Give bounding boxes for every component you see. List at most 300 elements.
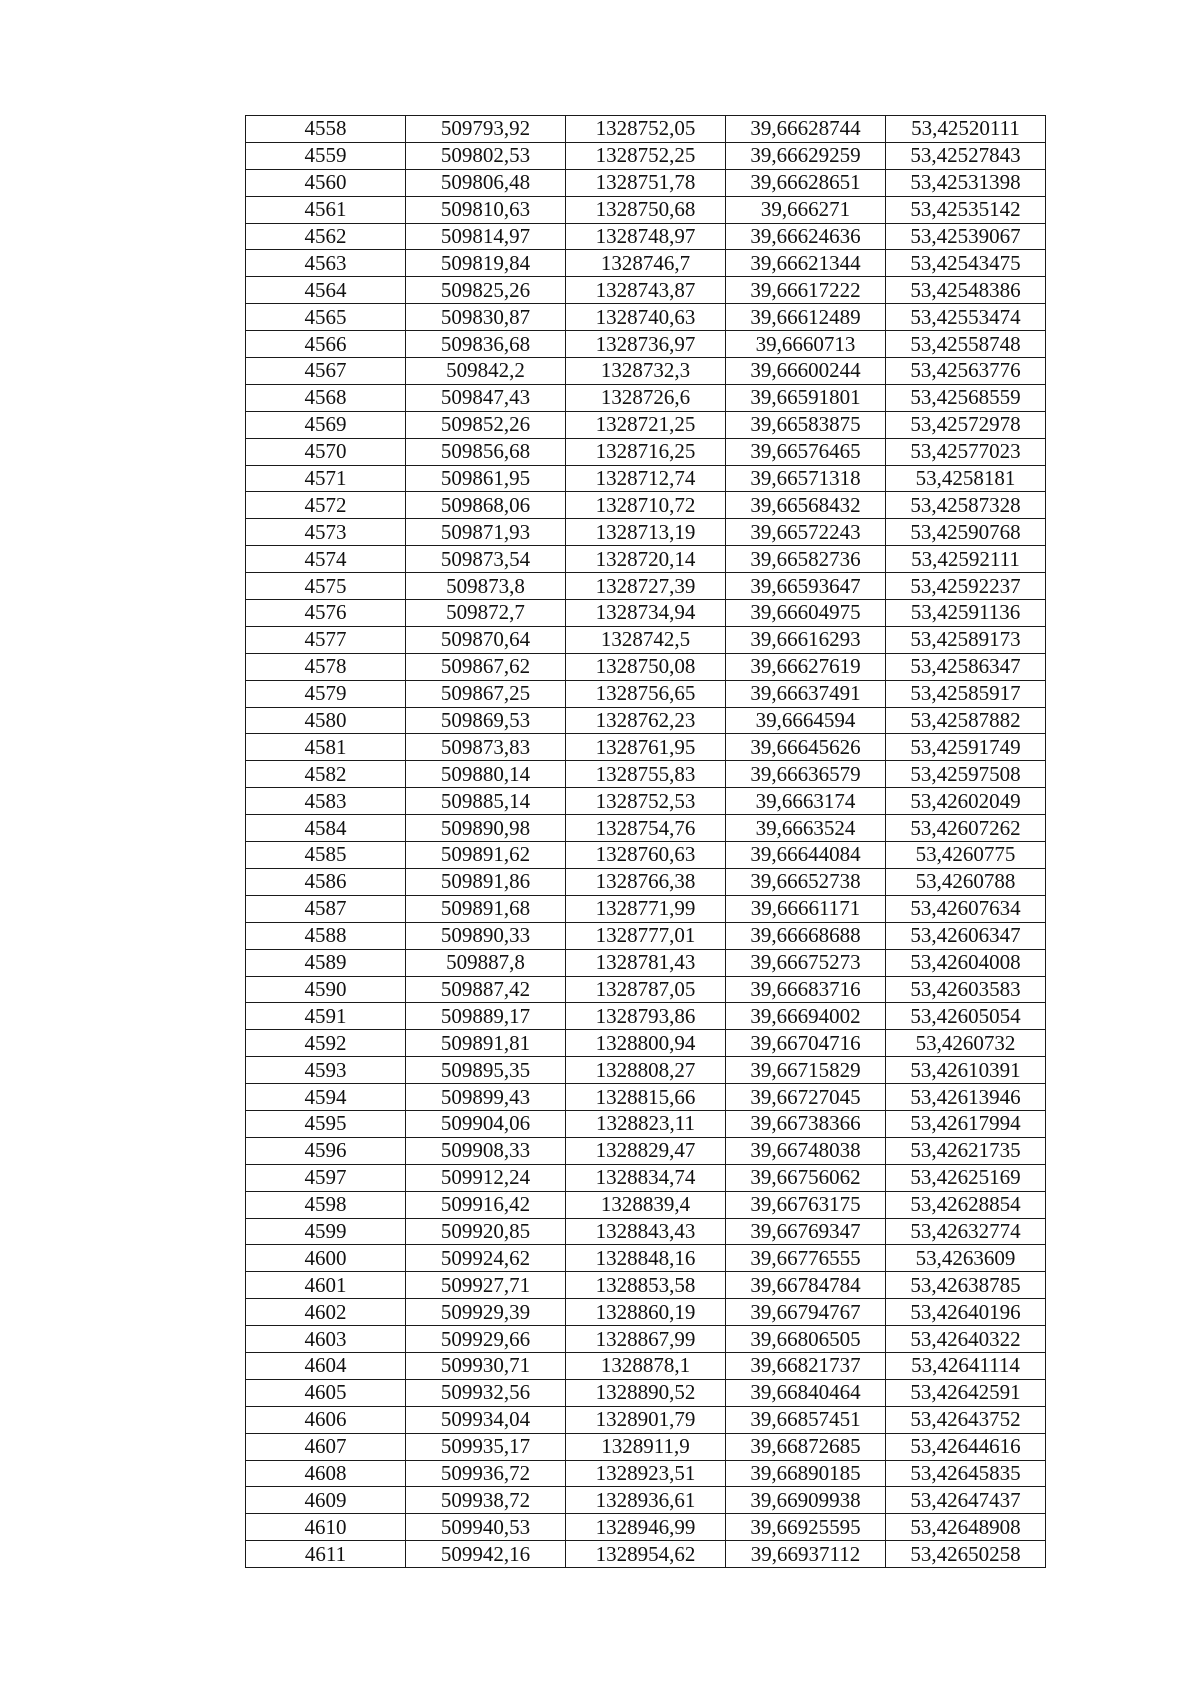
y-coordinate-cell: 1328781,43	[566, 949, 726, 976]
x-coordinate-cell: 509869,53	[406, 707, 566, 734]
y-coordinate-cell: 1328710,72	[566, 492, 726, 519]
x-coordinate-cell: 509810,63	[406, 196, 566, 223]
longitude-cell: 39,66568432	[726, 492, 886, 519]
table-row	[246, 304, 1046, 331]
longitude-cell: 39,66645626	[726, 734, 886, 761]
y-coordinate-cell: 1328787,05	[566, 976, 726, 1003]
point-number-cell: 4558	[246, 116, 406, 143]
table-row	[246, 1030, 1046, 1057]
y-coordinate-cell: 1328878,1	[566, 1352, 726, 1379]
longitude-cell: 39,66806505	[726, 1326, 886, 1353]
longitude-cell: 39,66675273	[726, 949, 886, 976]
longitude-cell: 39,666271	[726, 196, 886, 223]
x-coordinate-cell: 509867,62	[406, 653, 566, 680]
point-number-cell: 4564	[246, 277, 406, 304]
y-coordinate-cell: 1328740,63	[566, 304, 726, 331]
point-number-cell: 4600	[246, 1245, 406, 1272]
latitude-cell: 53,42628854	[886, 1191, 1046, 1218]
longitude-cell: 39,66763175	[726, 1191, 886, 1218]
x-coordinate-cell: 509830,87	[406, 304, 566, 331]
y-coordinate-cell: 1328716,25	[566, 438, 726, 465]
point-number-cell: 4571	[246, 465, 406, 492]
longitude-cell: 39,66776555	[726, 1245, 886, 1272]
latitude-cell: 53,4260775	[886, 842, 1046, 869]
point-number-cell: 4576	[246, 600, 406, 627]
latitude-cell: 53,42592237	[886, 573, 1046, 600]
y-coordinate-cell: 1328727,39	[566, 573, 726, 600]
latitude-cell: 53,42589173	[886, 626, 1046, 653]
table-row	[246, 1433, 1046, 1460]
latitude-cell: 53,42621735	[886, 1137, 1046, 1164]
y-coordinate-cell: 1328752,53	[566, 788, 726, 815]
point-number-cell: 4601	[246, 1272, 406, 1299]
x-coordinate-cell: 509938,72	[406, 1487, 566, 1514]
y-coordinate-cell: 1328746,7	[566, 250, 726, 277]
point-number-cell: 4582	[246, 761, 406, 788]
point-number-cell: 4592	[246, 1030, 406, 1057]
y-coordinate-cell: 1328848,16	[566, 1245, 726, 1272]
x-coordinate-cell: 509852,26	[406, 411, 566, 438]
latitude-cell: 53,42632774	[886, 1218, 1046, 1245]
x-coordinate-cell: 509861,95	[406, 465, 566, 492]
point-number-cell: 4574	[246, 546, 406, 573]
point-number-cell: 4568	[246, 384, 406, 411]
y-coordinate-cell: 1328732,3	[566, 358, 726, 385]
table-row	[246, 1110, 1046, 1137]
longitude-cell: 39,66591801	[726, 384, 886, 411]
latitude-cell: 53,42607634	[886, 895, 1046, 922]
y-coordinate-cell: 1328771,99	[566, 895, 726, 922]
y-coordinate-cell: 1328756,65	[566, 680, 726, 707]
x-coordinate-cell: 509916,42	[406, 1191, 566, 1218]
point-number-cell: 4611	[246, 1541, 406, 1568]
x-coordinate-cell: 509890,98	[406, 815, 566, 842]
table-row	[246, 600, 1046, 627]
latitude-cell: 53,4260732	[886, 1030, 1046, 1057]
table-row	[246, 653, 1046, 680]
latitude-cell: 53,42563776	[886, 358, 1046, 385]
y-coordinate-cell: 1328734,94	[566, 600, 726, 627]
longitude-cell: 39,66738366	[726, 1110, 886, 1137]
point-number-cell: 4563	[246, 250, 406, 277]
point-number-cell: 4590	[246, 976, 406, 1003]
y-coordinate-cell: 1328843,43	[566, 1218, 726, 1245]
point-number-cell: 4605	[246, 1379, 406, 1406]
y-coordinate-cell: 1328761,95	[566, 734, 726, 761]
longitude-cell: 39,66715829	[726, 1057, 886, 1084]
x-coordinate-cell: 509806,48	[406, 169, 566, 196]
x-coordinate-cell: 509890,33	[406, 922, 566, 949]
longitude-cell: 39,66727045	[726, 1084, 886, 1111]
x-coordinate-cell: 509891,62	[406, 842, 566, 869]
y-coordinate-cell: 1328752,05	[566, 116, 726, 143]
y-coordinate-cell: 1328762,23	[566, 707, 726, 734]
x-coordinate-cell: 509873,83	[406, 734, 566, 761]
x-coordinate-cell: 509814,97	[406, 223, 566, 250]
x-coordinate-cell: 509873,54	[406, 546, 566, 573]
point-number-cell: 4595	[246, 1110, 406, 1137]
longitude-cell: 39,66624636	[726, 223, 886, 250]
longitude-cell: 39,66890185	[726, 1460, 886, 1487]
y-coordinate-cell: 1328751,78	[566, 169, 726, 196]
latitude-cell: 53,42520111	[886, 116, 1046, 143]
table-row	[246, 277, 1046, 304]
point-number-cell: 4561	[246, 196, 406, 223]
latitude-cell: 53,42592111	[886, 546, 1046, 573]
latitude-cell: 53,42587882	[886, 707, 1046, 734]
longitude-cell: 39,6663174	[726, 788, 886, 815]
point-number-cell: 4585	[246, 842, 406, 869]
x-coordinate-cell: 509930,71	[406, 1352, 566, 1379]
latitude-cell: 53,42586347	[886, 653, 1046, 680]
latitude-cell: 53,42617994	[886, 1110, 1046, 1137]
latitude-cell: 53,42643752	[886, 1406, 1046, 1433]
latitude-cell: 53,42642591	[886, 1379, 1046, 1406]
point-number-cell: 4560	[246, 169, 406, 196]
y-coordinate-cell: 1328853,58	[566, 1272, 726, 1299]
point-number-cell: 4569	[246, 411, 406, 438]
point-number-cell: 4591	[246, 1003, 406, 1030]
table-row	[246, 1245, 1046, 1272]
y-coordinate-cell: 1328901,79	[566, 1406, 726, 1433]
longitude-cell: 39,66937112	[726, 1541, 886, 1568]
latitude-cell: 53,42572978	[886, 411, 1046, 438]
point-number-cell: 4604	[246, 1352, 406, 1379]
longitude-cell: 39,66627619	[726, 653, 886, 680]
x-coordinate-cell: 509842,2	[406, 358, 566, 385]
table-row	[246, 1191, 1046, 1218]
table-row	[246, 842, 1046, 869]
table-row	[246, 1460, 1046, 1487]
table-row	[246, 1272, 1046, 1299]
table-row	[246, 1057, 1046, 1084]
point-number-cell: 4565	[246, 304, 406, 331]
x-coordinate-cell: 509940,53	[406, 1514, 566, 1541]
point-number-cell: 4572	[246, 492, 406, 519]
table-row	[246, 142, 1046, 169]
y-coordinate-cell: 1328793,86	[566, 1003, 726, 1030]
latitude-cell: 53,42648908	[886, 1514, 1046, 1541]
longitude-cell: 39,66571318	[726, 465, 886, 492]
table-row	[246, 680, 1046, 707]
table-row	[246, 1326, 1046, 1353]
table-row	[246, 169, 1046, 196]
x-coordinate-cell: 509929,39	[406, 1299, 566, 1326]
y-coordinate-cell: 1328777,01	[566, 922, 726, 949]
x-coordinate-cell: 509891,86	[406, 868, 566, 895]
longitude-cell: 39,66617222	[726, 277, 886, 304]
x-coordinate-cell: 509895,35	[406, 1057, 566, 1084]
x-coordinate-cell: 509899,43	[406, 1084, 566, 1111]
point-number-cell: 4606	[246, 1406, 406, 1433]
x-coordinate-cell: 509934,04	[406, 1406, 566, 1433]
point-number-cell: 4607	[246, 1433, 406, 1460]
longitude-cell: 39,66644084	[726, 842, 886, 869]
latitude-cell: 53,42645835	[886, 1460, 1046, 1487]
table-row	[246, 519, 1046, 546]
latitude-cell: 53,42585917	[886, 680, 1046, 707]
x-coordinate-cell: 509935,17	[406, 1433, 566, 1460]
table-row	[246, 788, 1046, 815]
longitude-cell: 39,66652738	[726, 868, 886, 895]
table-row	[246, 922, 1046, 949]
longitude-cell: 39,66756062	[726, 1164, 886, 1191]
x-coordinate-cell: 509873,8	[406, 573, 566, 600]
x-coordinate-cell: 509880,14	[406, 761, 566, 788]
longitude-cell: 39,66576465	[726, 438, 886, 465]
table-row	[246, 626, 1046, 653]
y-coordinate-cell: 1328808,27	[566, 1057, 726, 1084]
point-number-cell: 4562	[246, 223, 406, 250]
y-coordinate-cell: 1328829,47	[566, 1137, 726, 1164]
longitude-cell: 39,66840464	[726, 1379, 886, 1406]
point-number-cell: 4580	[246, 707, 406, 734]
table-row	[246, 573, 1046, 600]
point-number-cell: 4559	[246, 142, 406, 169]
coordinates-table-body	[246, 116, 1046, 1568]
latitude-cell: 53,42597508	[886, 761, 1046, 788]
y-coordinate-cell: 1328736,97	[566, 331, 726, 358]
table-row	[246, 465, 1046, 492]
x-coordinate-cell: 509885,14	[406, 788, 566, 815]
latitude-cell: 53,42531398	[886, 169, 1046, 196]
longitude-cell: 39,66694002	[726, 1003, 886, 1030]
latitude-cell: 53,42613946	[886, 1084, 1046, 1111]
latitude-cell: 53,4263609	[886, 1245, 1046, 1272]
point-number-cell: 4598	[246, 1191, 406, 1218]
table-row	[246, 761, 1046, 788]
x-coordinate-cell: 509871,93	[406, 519, 566, 546]
longitude-cell: 39,66572243	[726, 519, 886, 546]
x-coordinate-cell: 509924,62	[406, 1245, 566, 1272]
y-coordinate-cell: 1328860,19	[566, 1299, 726, 1326]
table-row	[246, 116, 1046, 143]
point-number-cell: 4588	[246, 922, 406, 949]
y-coordinate-cell: 1328754,76	[566, 815, 726, 842]
x-coordinate-cell: 509904,06	[406, 1110, 566, 1137]
table-row	[246, 1379, 1046, 1406]
x-coordinate-cell: 509942,16	[406, 1541, 566, 1568]
latitude-cell: 53,42638785	[886, 1272, 1046, 1299]
point-number-cell: 4566	[246, 331, 406, 358]
point-number-cell: 4581	[246, 734, 406, 761]
table-row	[246, 1137, 1046, 1164]
x-coordinate-cell: 509891,68	[406, 895, 566, 922]
latitude-cell: 53,42548386	[886, 277, 1046, 304]
latitude-cell: 53,42640322	[886, 1326, 1046, 1353]
point-number-cell: 4579	[246, 680, 406, 707]
longitude-cell: 39,6660713	[726, 331, 886, 358]
table-row	[246, 1299, 1046, 1326]
point-number-cell: 4589	[246, 949, 406, 976]
longitude-cell: 39,66593647	[726, 573, 886, 600]
latitude-cell: 53,42591136	[886, 600, 1046, 627]
table-row	[246, 976, 1046, 1003]
table-row	[246, 734, 1046, 761]
longitude-cell: 39,66794767	[726, 1299, 886, 1326]
longitude-cell: 39,66637491	[726, 680, 886, 707]
point-number-cell: 4567	[246, 358, 406, 385]
latitude-cell: 53,42553474	[886, 304, 1046, 331]
table-row	[246, 196, 1046, 223]
x-coordinate-cell: 509929,66	[406, 1326, 566, 1353]
x-coordinate-cell: 509932,56	[406, 1379, 566, 1406]
latitude-cell: 53,42605054	[886, 1003, 1046, 1030]
y-coordinate-cell: 1328766,38	[566, 868, 726, 895]
x-coordinate-cell: 509887,8	[406, 949, 566, 976]
table-row	[246, 1541, 1046, 1568]
table-row	[246, 223, 1046, 250]
y-coordinate-cell: 1328867,99	[566, 1326, 726, 1353]
point-number-cell: 4597	[246, 1164, 406, 1191]
longitude-cell: 39,66661171	[726, 895, 886, 922]
y-coordinate-cell: 1328954,62	[566, 1541, 726, 1568]
x-coordinate-cell: 509867,25	[406, 680, 566, 707]
latitude-cell: 53,4260788	[886, 868, 1046, 895]
x-coordinate-cell: 509889,17	[406, 1003, 566, 1030]
latitude-cell: 53,42591749	[886, 734, 1046, 761]
table-row	[246, 411, 1046, 438]
y-coordinate-cell: 1328834,74	[566, 1164, 726, 1191]
x-coordinate-cell: 509847,43	[406, 384, 566, 411]
point-number-cell: 4603	[246, 1326, 406, 1353]
latitude-cell: 53,42603583	[886, 976, 1046, 1003]
y-coordinate-cell: 1328911,9	[566, 1433, 726, 1460]
table-row	[246, 1514, 1046, 1541]
x-coordinate-cell: 509927,71	[406, 1272, 566, 1299]
y-coordinate-cell: 1328815,66	[566, 1084, 726, 1111]
latitude-cell: 53,42543475	[886, 250, 1046, 277]
point-number-cell: 4570	[246, 438, 406, 465]
y-coordinate-cell: 1328713,19	[566, 519, 726, 546]
latitude-cell: 53,42625169	[886, 1164, 1046, 1191]
longitude-cell: 39,66748038	[726, 1137, 886, 1164]
x-coordinate-cell: 509872,7	[406, 600, 566, 627]
longitude-cell: 39,66925595	[726, 1514, 886, 1541]
x-coordinate-cell: 509870,64	[406, 626, 566, 653]
table-row	[246, 250, 1046, 277]
y-coordinate-cell: 1328800,94	[566, 1030, 726, 1057]
x-coordinate-cell: 509836,68	[406, 331, 566, 358]
table-row	[246, 1487, 1046, 1514]
longitude-cell: 39,66668688	[726, 922, 886, 949]
table-row	[246, 895, 1046, 922]
point-number-cell: 4594	[246, 1084, 406, 1111]
longitude-cell: 39,66604975	[726, 600, 886, 627]
point-number-cell: 4593	[246, 1057, 406, 1084]
x-coordinate-cell: 509891,81	[406, 1030, 566, 1057]
longitude-cell: 39,66629259	[726, 142, 886, 169]
table-row	[246, 868, 1046, 895]
latitude-cell: 53,42539067	[886, 223, 1046, 250]
table-row	[246, 815, 1046, 842]
x-coordinate-cell: 509802,53	[406, 142, 566, 169]
x-coordinate-cell: 509856,68	[406, 438, 566, 465]
latitude-cell: 53,42604008	[886, 949, 1046, 976]
table-row	[246, 1406, 1046, 1433]
point-number-cell: 4584	[246, 815, 406, 842]
x-coordinate-cell: 509819,84	[406, 250, 566, 277]
y-coordinate-cell: 1328823,11	[566, 1110, 726, 1137]
point-number-cell: 4587	[246, 895, 406, 922]
longitude-cell: 39,6663524	[726, 815, 886, 842]
longitude-cell: 39,66636579	[726, 761, 886, 788]
longitude-cell: 39,66784784	[726, 1272, 886, 1299]
y-coordinate-cell: 1328755,83	[566, 761, 726, 788]
table-row	[246, 438, 1046, 465]
point-number-cell: 4586	[246, 868, 406, 895]
point-number-cell: 4602	[246, 1299, 406, 1326]
table-row	[246, 1218, 1046, 1245]
y-coordinate-cell: 1328721,25	[566, 411, 726, 438]
table-row	[246, 384, 1046, 411]
latitude-cell: 53,42650258	[886, 1541, 1046, 1568]
table-row	[246, 707, 1046, 734]
latitude-cell: 53,42590768	[886, 519, 1046, 546]
longitude-cell: 39,66612489	[726, 304, 886, 331]
table-row	[246, 358, 1046, 385]
longitude-cell: 39,66909938	[726, 1487, 886, 1514]
point-number-cell: 4578	[246, 653, 406, 680]
longitude-cell: 39,6664594	[726, 707, 886, 734]
longitude-cell: 39,66628744	[726, 116, 886, 143]
y-coordinate-cell: 1328750,08	[566, 653, 726, 680]
y-coordinate-cell: 1328760,63	[566, 842, 726, 869]
x-coordinate-cell: 509887,42	[406, 976, 566, 1003]
point-number-cell: 4596	[246, 1137, 406, 1164]
point-number-cell: 4583	[246, 788, 406, 815]
latitude-cell: 53,42568559	[886, 384, 1046, 411]
x-coordinate-cell: 509868,06	[406, 492, 566, 519]
latitude-cell: 53,42577023	[886, 438, 1046, 465]
longitude-cell: 39,66821737	[726, 1352, 886, 1379]
longitude-cell: 39,66583875	[726, 411, 886, 438]
latitude-cell: 53,42606347	[886, 922, 1046, 949]
longitude-cell: 39,66683716	[726, 976, 886, 1003]
x-coordinate-cell: 509908,33	[406, 1137, 566, 1164]
latitude-cell: 53,42527843	[886, 142, 1046, 169]
point-number-cell: 4609	[246, 1487, 406, 1514]
longitude-cell: 39,66857451	[726, 1406, 886, 1433]
y-coordinate-cell: 1328748,97	[566, 223, 726, 250]
point-number-cell: 4608	[246, 1460, 406, 1487]
y-coordinate-cell: 1328726,6	[566, 384, 726, 411]
latitude-cell: 53,42640196	[886, 1299, 1046, 1326]
point-number-cell: 4573	[246, 519, 406, 546]
latitude-cell: 53,42607262	[886, 815, 1046, 842]
table-row	[246, 1352, 1046, 1379]
x-coordinate-cell: 509920,85	[406, 1218, 566, 1245]
latitude-cell: 53,42644616	[886, 1433, 1046, 1460]
y-coordinate-cell: 1328936,61	[566, 1487, 726, 1514]
point-number-cell: 4610	[246, 1514, 406, 1541]
y-coordinate-cell: 1328752,25	[566, 142, 726, 169]
x-coordinate-cell: 509825,26	[406, 277, 566, 304]
y-coordinate-cell: 1328839,4	[566, 1191, 726, 1218]
y-coordinate-cell: 1328890,52	[566, 1379, 726, 1406]
point-number-cell: 4599	[246, 1218, 406, 1245]
table-row	[246, 1084, 1046, 1111]
point-number-cell: 4577	[246, 626, 406, 653]
latitude-cell: 53,42602049	[886, 788, 1046, 815]
longitude-cell: 39,66704716	[726, 1030, 886, 1057]
table-row	[246, 492, 1046, 519]
x-coordinate-cell: 509912,24	[406, 1164, 566, 1191]
coordinates-table	[245, 115, 1046, 1568]
y-coordinate-cell: 1328720,14	[566, 546, 726, 573]
longitude-cell: 39,66616293	[726, 626, 886, 653]
table-row	[246, 1003, 1046, 1030]
